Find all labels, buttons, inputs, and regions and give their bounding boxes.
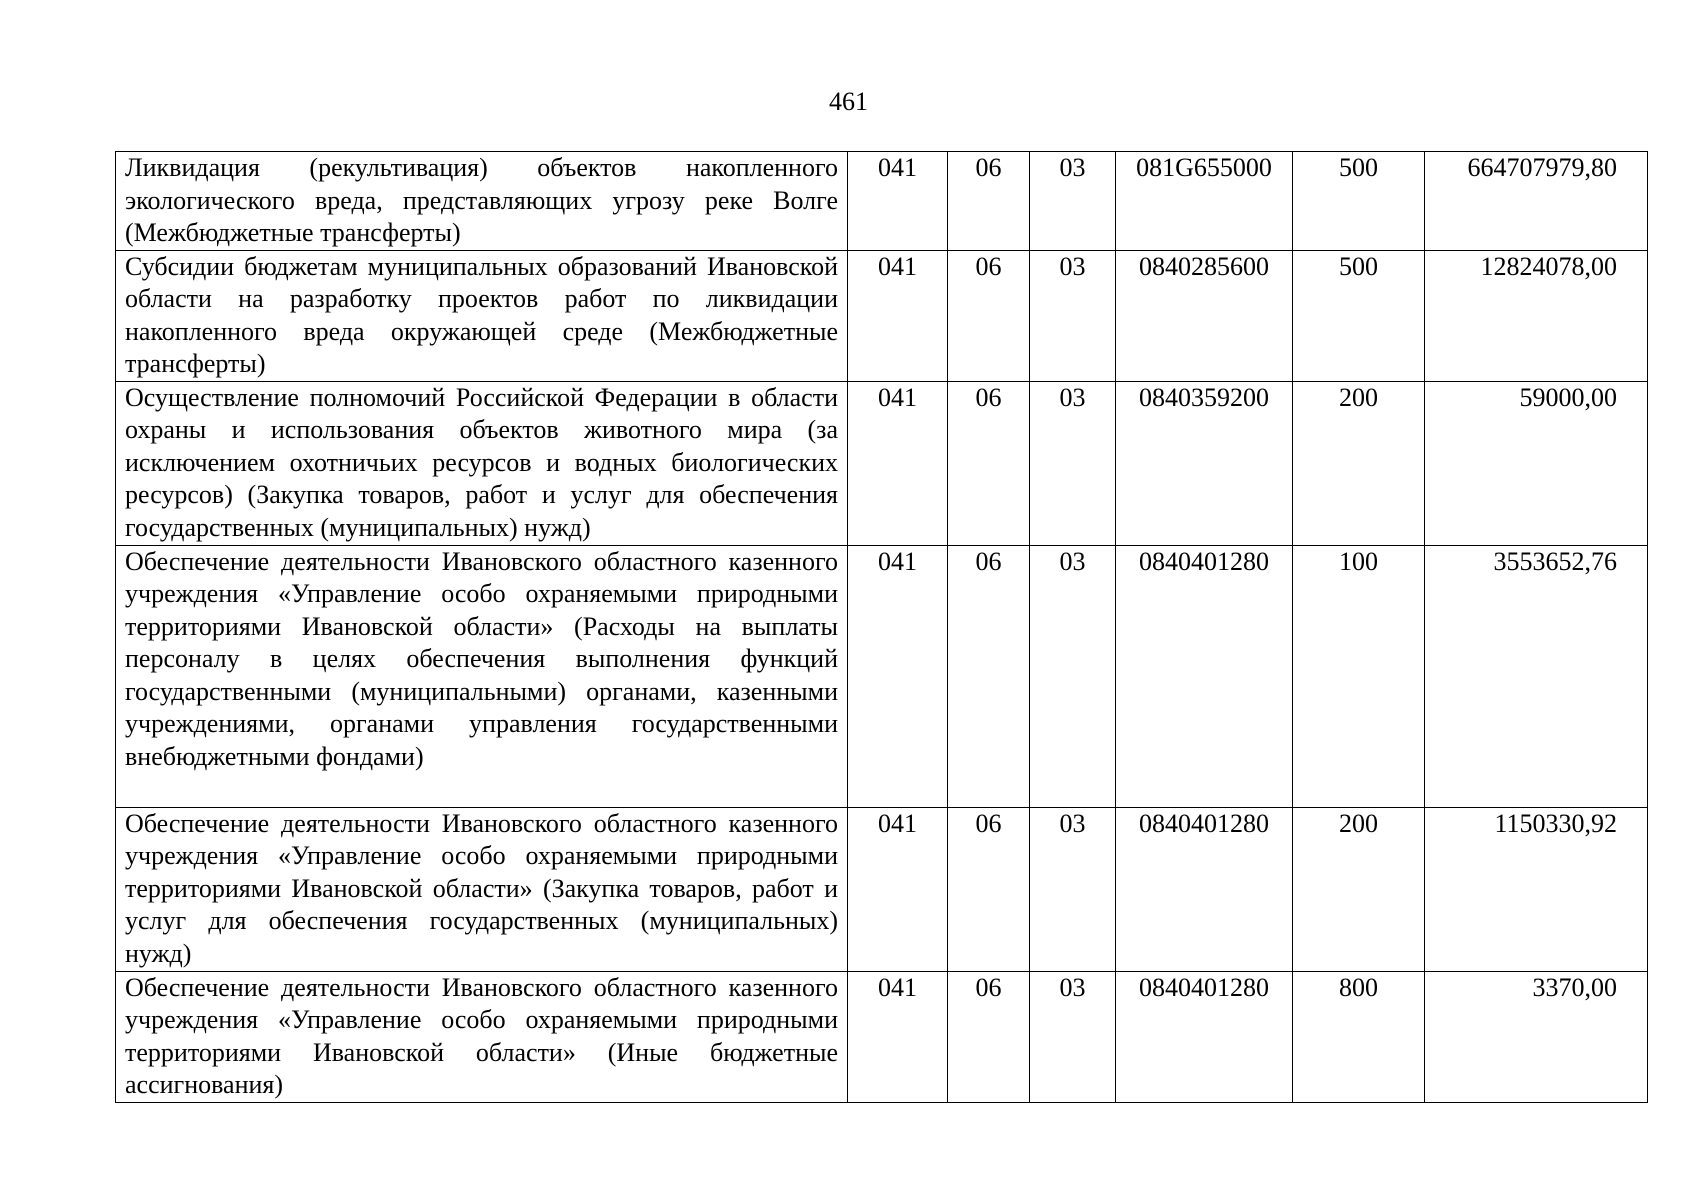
- amount-value: 664707979,80: [1425, 152, 1648, 251]
- expense-type-code: 200: [1293, 807, 1425, 971]
- row-description: Осуществление полномочий Российской Федерации в области охраны и использования объектов животного мира (за исключением охотничьих ресурсов и водных биологических ресурсов) (Закупка товаров, работ и услуг для обеспечения государственных (муниципальных) нужд): [116, 381, 848, 545]
- ministry-code: 041: [848, 545, 948, 807]
- amount-value: 3370,00: [1425, 971, 1648, 1102]
- table-row: [116, 971, 1648, 1102]
- expense-type-code: 800: [1293, 971, 1425, 1102]
- section-code: 06: [948, 545, 1030, 807]
- amount-value: 1150330,92: [1425, 807, 1648, 971]
- table-row: [116, 381, 1648, 545]
- ministry-code: 041: [848, 807, 948, 971]
- subsection-code: 03: [1030, 152, 1116, 251]
- subsection-code: 03: [1030, 807, 1116, 971]
- subsection-code: 03: [1030, 971, 1116, 1102]
- row-description: Субсидии бюджетам муниципальных образований Ивановской области на разработку проектов работ по ликвидации накопленного вреда окружающей среде (Межбюджетные трансферты): [116, 250, 848, 381]
- target-article-code: 081G655000: [1116, 152, 1293, 251]
- table-row: [116, 545, 1648, 807]
- section-code: 06: [948, 381, 1030, 545]
- section-code: 06: [948, 807, 1030, 971]
- subsection-code: 03: [1030, 381, 1116, 545]
- ministry-code: 041: [848, 152, 948, 251]
- budget-table: [115, 151, 1648, 1103]
- expense-type-code: 500: [1293, 250, 1425, 381]
- target-article-code: 0840401280: [1116, 545, 1293, 807]
- table-row: [116, 152, 1648, 251]
- section-code: 06: [948, 250, 1030, 381]
- row-description: Обеспечение деятельности Ивановского областного казенного учреждения «Управление особо охраняемыми природными территориями Ивановской области» (Иные бюджетные ассигнования): [116, 971, 848, 1102]
- target-article-code: 0840285600: [1116, 250, 1293, 381]
- expense-type-code: 500: [1293, 152, 1425, 251]
- page-number: 461: [829, 87, 868, 116]
- target-article-code: 0840401280: [1116, 807, 1293, 971]
- subsection-code: 03: [1030, 545, 1116, 807]
- table-row: [116, 250, 1648, 381]
- expense-type-code: 200: [1293, 381, 1425, 545]
- row-description: Ликвидация (рекультивация) объектов накопленного экологического вреда, представляющих угрозу реке Волге (Межбюджетные трансферты): [116, 152, 848, 251]
- target-article-code: 0840359200: [1116, 381, 1293, 545]
- subsection-code: 03: [1030, 250, 1116, 381]
- section-code: 06: [948, 971, 1030, 1102]
- row-description: Обеспечение деятельности Ивановского областного казенного учреждения «Управление особо охраняемыми природными территориями Ивановской области» (Расходы на выплаты персоналу в целях обеспечения выполнения функций государственными (муниципальными) органами, казенными учреждениями, органами управления государственными внебюджетными фондами): [116, 545, 848, 807]
- row-description: Обеспечение деятельности Ивановского областного казенного учреждения «Управление особо охраняемыми природными территориями Ивановской области» (Закупка товаров, работ и услуг для обеспечения государственных (муниципальных) нужд): [116, 807, 848, 971]
- target-article-code: 0840401280: [1116, 971, 1293, 1102]
- amount-value: 3553652,76: [1425, 545, 1648, 807]
- ministry-code: 041: [848, 250, 948, 381]
- ministry-code: 041: [848, 971, 948, 1102]
- amount-value: 59000,00: [1425, 381, 1648, 545]
- table-row: [116, 807, 1648, 971]
- expense-type-code: 100: [1293, 545, 1425, 807]
- ministry-code: 041: [848, 381, 948, 545]
- section-code: 06: [948, 152, 1030, 251]
- amount-value: 12824078,00: [1425, 250, 1648, 381]
